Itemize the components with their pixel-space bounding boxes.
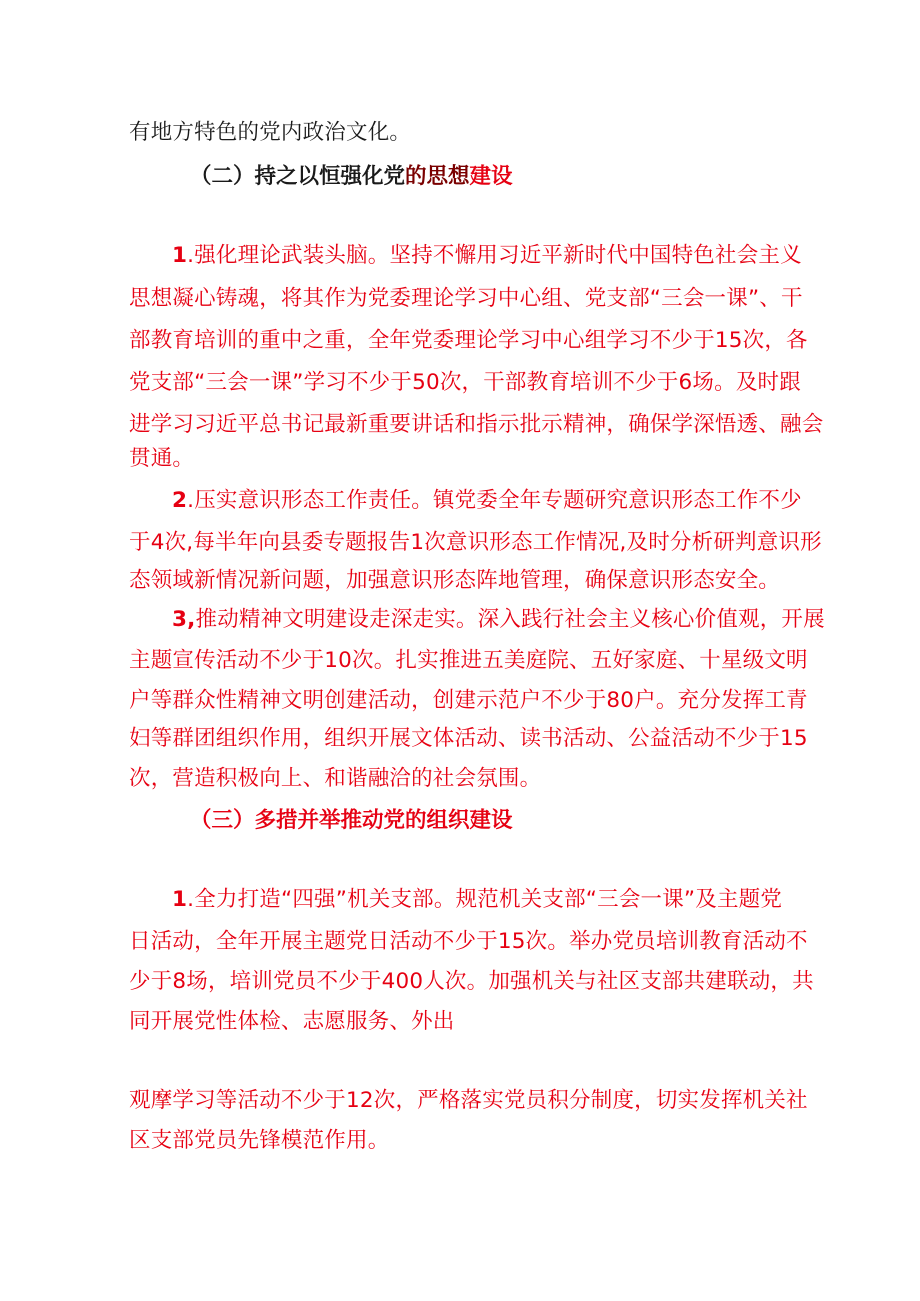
s3-item1-line-0: 1.全力打造“四强”机关支部。规范机关支部“三会一课”及主题党 bbox=[172, 887, 783, 912]
s3-item1-number: 1 bbox=[172, 887, 188, 912]
s2-item1-line-3: 党支部“三会一课”学习不少于50次，干部教育培训不少于6场。及时跟 bbox=[129, 370, 801, 395]
section-2-heading-part-b: 的思想 bbox=[405, 164, 470, 189]
s2-item3-line-3: 妇等群团组织作用，组织开展文体活动、读书活动、公益活动不少于15 bbox=[129, 726, 808, 751]
s2-item1-line-0: 1.强化理论武装头脑。坚持不懈用习近平新时代中国特色社会主义 bbox=[172, 243, 802, 268]
s2-item2-number: 2 bbox=[172, 488, 188, 513]
s2-item1-line-1: 思想凝心铸魂，将其作为党委理论学习中心组、党支部“三会一课”、干 bbox=[129, 286, 803, 311]
s3-item1-line-1: 日活动，全年开展主题党日活动不少于15次。举办党员培训教育活动不 bbox=[129, 929, 808, 954]
s3-continuation-line-1: 区支部党员先锋模范作用。 bbox=[129, 1128, 390, 1153]
s2-item2-line-0: 2.压实意识形态工作责任。镇党委全年专题研究意识形态工作不少 bbox=[172, 488, 802, 513]
s2-item3-line-1: 主题宣传活动不少于10次。扎实推进五美庭院、五好家庭、十星级文明 bbox=[129, 648, 808, 673]
section-3-heading: （三）多措并举推动党的组织建设 bbox=[190, 808, 513, 833]
s2-item1-line-5: 贯通。 bbox=[129, 446, 195, 471]
s2-item3-line-0: 3,推动精神文明建设走深走实。深入践行社会主义核心价值观，开展 bbox=[172, 607, 825, 632]
intro-tail-line: 有地方特色的党内政治文化。 bbox=[129, 120, 412, 145]
s3-item1-line-2: 少于8场，培训党员不少于400人次。加强机关与社区支部共建联动，共 bbox=[129, 969, 814, 994]
s2-item3-line-2: 户等群众性精神文明创建活动，创建示范户不少于80户。充分发挥工青 bbox=[129, 688, 808, 713]
s2-item1-line-4: 进学习习近平总书记最新重要讲话和指示批示精神，确保学深悟透、融会 bbox=[129, 412, 824, 437]
s2-item1-line-2: 部教育培训的重中之重，全年党委理论学习中心组学习不少于15次，各 bbox=[129, 328, 808, 353]
s3-continuation-line-0: 观摩学习等活动不少于12次，严格落实党员积分制度，切实发挥机关社 bbox=[129, 1088, 808, 1113]
s2-item3-number: 3, bbox=[172, 607, 196, 632]
section-2-heading bbox=[190, 157, 513, 197]
section-2-heading-part-a: （二）持之以恒强化党 bbox=[190, 164, 406, 189]
s2-item2-line-1: 于4次,每半年向县委专题报告1次意识形态工作情况,及时分析研判意识形 bbox=[129, 530, 822, 555]
s2-item1-number: 1 bbox=[172, 243, 188, 268]
s3-item1-line-3: 同开展党性体检、志愿服务、外出 bbox=[129, 1009, 455, 1034]
section-2-heading-part-c: 建设 bbox=[469, 164, 513, 189]
s2-item2-line-2: 态领域新情况新问题，加强意识形态阵地管理，确保意识形态安全。 bbox=[129, 568, 781, 593]
s2-item3-line-4: 次，营造积极向上、和谐融洽的社会氛围。 bbox=[129, 766, 542, 791]
